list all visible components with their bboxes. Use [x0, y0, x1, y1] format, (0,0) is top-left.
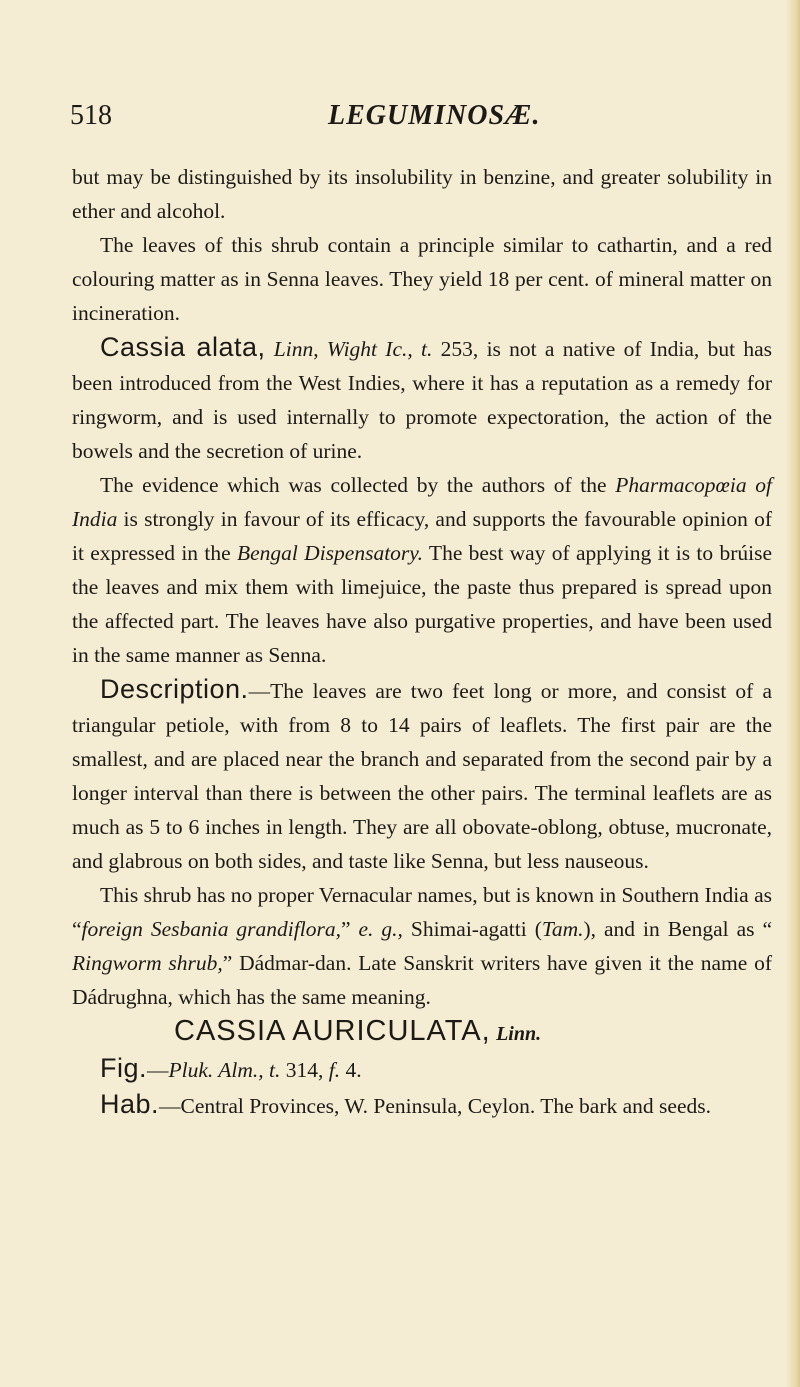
- page-header: [70, 100, 770, 140]
- pharmacopoeia-title: Pharmacopœia of India: [72, 473, 773, 531]
- cassia-alata-text: 253, is not a native of India, but has been introduced from the West Indies, where it has a reputation as a remedy for ringworm, and is used internally to promote expectoration, the action of the bowels and the secretion of urine.: [72, 337, 772, 463]
- vernacular-italic-1: foreign Sesbania grandiflora,: [81, 917, 341, 941]
- vernacular-text-5: ” Dádmar-dan. Late Sanskrit writers have given it the name of Dádrughna, which has the same meaning.: [72, 951, 772, 1009]
- evidence-text-2: is strongly in favour of its efficacy, and supports the favourable opinion of it expressed in the: [72, 507, 772, 565]
- description-term: Description.: [100, 674, 249, 704]
- figure-term: Fig.: [100, 1053, 148, 1083]
- paragraph-vernacular: [72, 878, 772, 1014]
- vernacular-italic-2: e. g.,: [358, 917, 403, 941]
- body-text: [72, 160, 772, 1123]
- figure-f: f.: [328, 1058, 341, 1082]
- vernacular-italic-3: Tam.: [541, 917, 584, 941]
- vernacular-text-1: This shrub has no proper Vernacular names, but is known in Southern India as “: [72, 883, 772, 941]
- vernacular-text-3: Shimai-agatti (: [402, 917, 542, 941]
- figure-plate: 314,: [280, 1058, 329, 1082]
- description-text: —The leaves are two feet long or more, and consist of a triangular petiole, with from 8 to 14 pairs of leaflets. The first pair are the smallest, and are placed near the branch and separated from the second pair by a longer interval than there is between the other pairs. The terminal leaflets are as much as 5 to 6 inches in length. They are all obovate-oblong, obtuse, mucronate, and glabrous on both sides, and taste like Senna, but less nauseous.: [72, 679, 772, 873]
- authority-ref: Linn: [273, 337, 314, 361]
- habitat-text: —Central Provinces, W. Peninsula, Ceylon. The bark and seeds.: [159, 1094, 711, 1118]
- cassia-alata-term: Cassia alata,: [100, 332, 266, 362]
- paragraph-description: [72, 672, 772, 878]
- figure-dash: —: [147, 1058, 169, 1082]
- work-ref: Wight Ic., t.: [326, 337, 433, 361]
- vernacular-text-2: ”: [340, 917, 359, 941]
- running-head: LEGUMINOSÆ.: [328, 100, 541, 131]
- page-number: 518: [70, 100, 112, 131]
- paragraph-figure: [72, 1051, 772, 1087]
- ref-separator: ,: [313, 337, 319, 361]
- species-authority: Linn.: [496, 1023, 542, 1045]
- evidence-text-3: The best way of applying it is to brúise the leaves and mix them with limejuice, the paste thus prepared is spread upon the affected part. The leaves have also purgative properties, and have been used in the same manner as Senna.: [72, 541, 772, 667]
- vernacular-italic-4: Ringworm shrub,: [72, 951, 223, 975]
- dispensatory-title: Bengal Dispensatory.: [236, 541, 424, 565]
- paragraph-leaves-chemistry: [72, 228, 772, 330]
- paragraph-evidence: [72, 468, 772, 672]
- leaves-chemistry-text: The leaves of this shrub contain a principle similar to cathartin, and a red colouring matter as in Senna leaves. They yield 18 per cent. of mineral matter on incineration.: [72, 233, 772, 325]
- species-heading: [72, 1014, 772, 1051]
- figure-ref: Pluk. Alm., t.: [168, 1058, 281, 1082]
- paragraph-habitat: [72, 1087, 772, 1123]
- evidence-text-1: The evidence which was collected by the authors of the: [100, 473, 616, 497]
- paragraph-continuation: [72, 160, 772, 228]
- page-edge: [786, 0, 800, 1387]
- vernacular-text-4: ), and in Bengal as “: [583, 917, 773, 941]
- continuation-text: but may be distinguished by its insolubility in benzine, and greater solubility in ether and alcohol.: [72, 165, 772, 223]
- paragraph-cassia-alata: [72, 330, 772, 468]
- habitat-term: Hab.: [100, 1089, 160, 1119]
- species-name: CASSIA AURICULATA,: [174, 1015, 491, 1047]
- figure-number: 4.: [340, 1058, 362, 1082]
